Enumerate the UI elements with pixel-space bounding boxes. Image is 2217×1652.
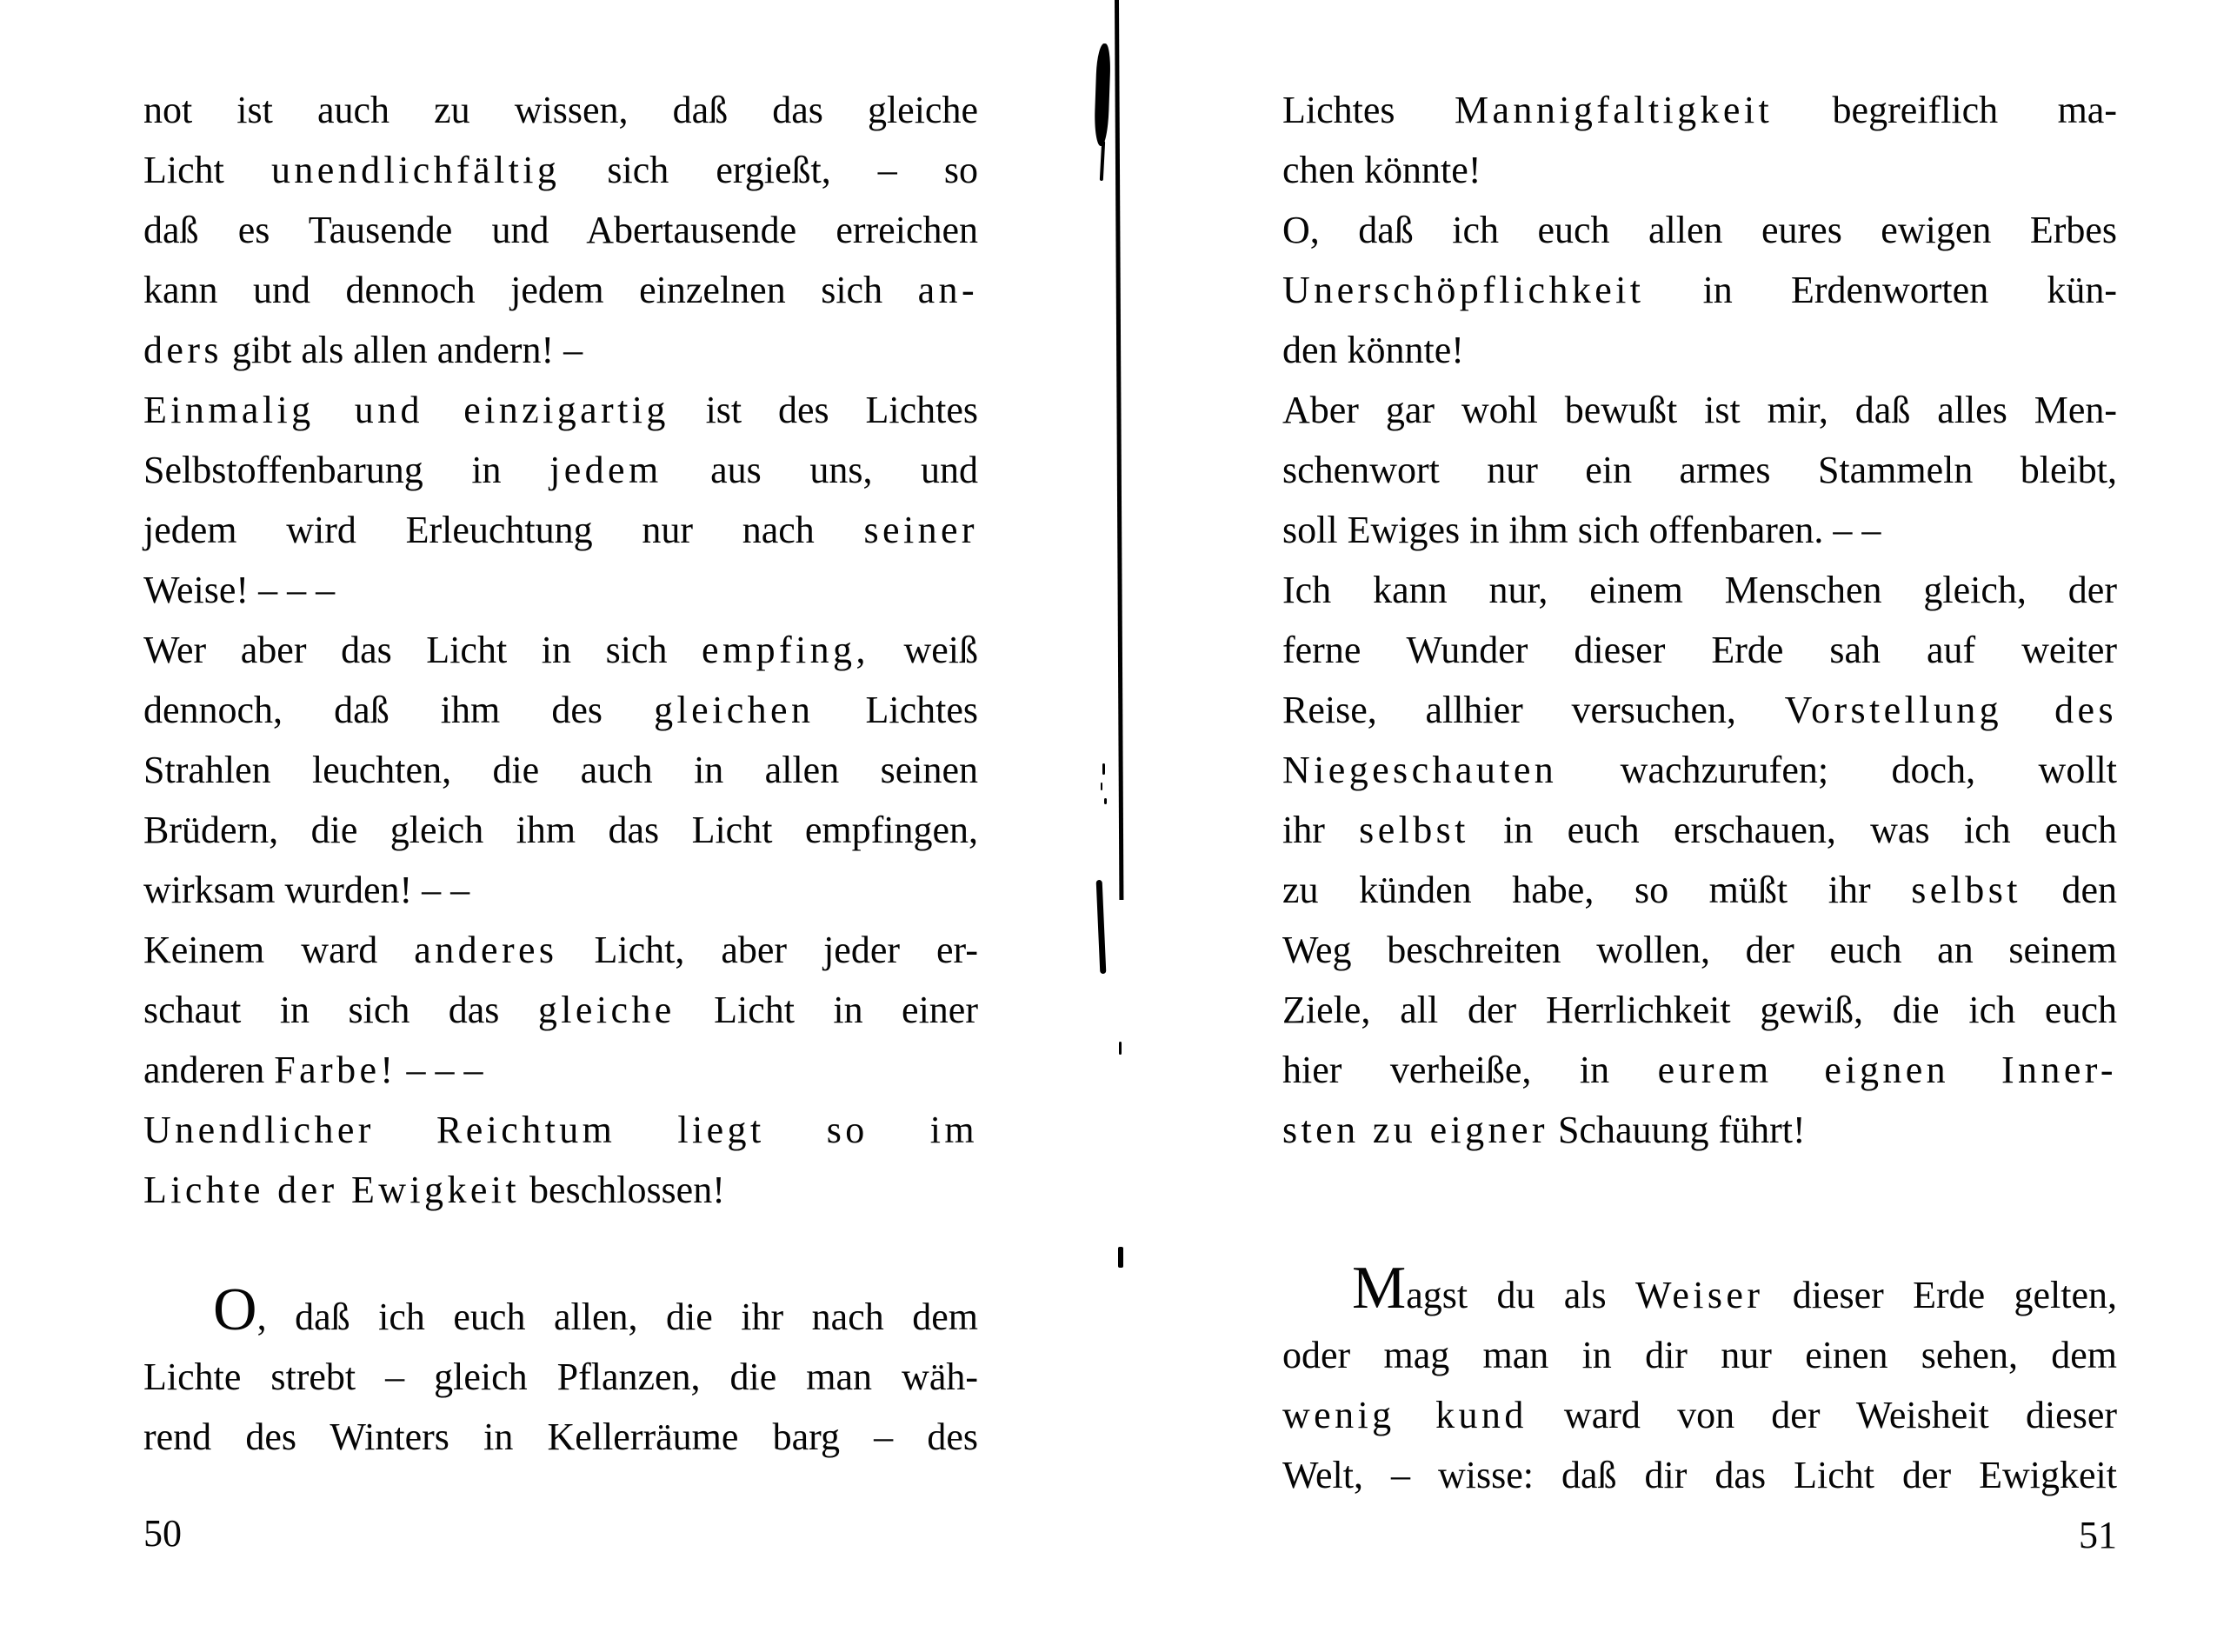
letterspaced-text: eurem eignen Inner- — [1657, 1049, 2117, 1091]
letterspaced-text: sten zu eigner — [1282, 1109, 1548, 1151]
letterspaced-text: ders — [143, 329, 223, 371]
text-segment: , daß ich euch allen, die ihr nach dem — [256, 1296, 978, 1338]
text-line — [1282, 1385, 2117, 1445]
text-line — [143, 920, 978, 980]
text-segment: agst du als — [1406, 1274, 1635, 1316]
text-line — [1282, 80, 2117, 140]
text-segment: dieser Erde gelten, — [1763, 1274, 2117, 1316]
text-segment: Ich kann nur, einem Menschen gleich, der — [1282, 569, 2117, 611]
text-segment: aus uns, und — [662, 449, 978, 491]
letterspaced-text: selbst — [1359, 809, 1469, 851]
text-line — [143, 980, 978, 1040]
text-line — [1282, 1040, 2117, 1100]
text-segment: Lichtes — [1282, 89, 1455, 131]
text-segment: chen könnte! — [1282, 149, 1481, 191]
text-segment: rend des Winters in Kellerräume barg – des — [143, 1416, 978, 1458]
text-segment: Selbstoffenbarung in — [143, 449, 550, 491]
text-line — [143, 620, 978, 680]
text-segment: Keinem ward — [143, 929, 415, 971]
text-line — [1282, 200, 2117, 260]
text-line — [143, 860, 978, 920]
text-segment: Licht in einer — [675, 989, 978, 1031]
page-number-right: 51 — [2079, 1514, 2117, 1556]
text-line — [143, 80, 978, 140]
letterspaced-text: Unerschöpflichkeit — [1282, 269, 1645, 311]
scan-fold-dash — [1118, 1247, 1123, 1268]
text-line — [143, 380, 978, 440]
text-segment: Lichte strebt – gleich Pflanzen, die man wäh- — [143, 1356, 978, 1398]
text-line — [143, 740, 978, 800]
text-segment: hier verheiße, in — [1282, 1049, 1658, 1091]
letterspaced-text: gleichen — [654, 689, 815, 731]
text-segment: den — [2021, 869, 2117, 911]
text-segment: den könnte! — [1282, 329, 1464, 371]
text-segment: dennoch, daß ihm des — [143, 689, 655, 731]
text-line — [1282, 980, 2117, 1040]
text-line — [143, 140, 978, 200]
text-line — [143, 800, 978, 860]
text-line — [143, 1407, 978, 1467]
text-line — [1282, 560, 2117, 620]
letterspaced-text: Lichte der Ewigkeit — [143, 1169, 521, 1211]
text-line — [143, 1160, 978, 1220]
text-line — [1282, 620, 2117, 680]
letterspaced-text: Vorstellung des — [1784, 689, 2117, 731]
text-segment: kann und dennoch jedem einzelnen sich — [143, 269, 918, 311]
text-line — [143, 320, 978, 380]
large-initial: M — [1352, 1255, 1407, 1322]
scan-speck — [1104, 798, 1107, 804]
text-segment: O, daß ich euch allen eures ewigen Erbes — [1282, 209, 2117, 251]
letterspaced-text: an- — [917, 269, 978, 311]
letterspaced-text: Niegeschauten — [1282, 749, 1558, 791]
letterspaced-text: Weiser — [1634, 1274, 1764, 1316]
text-line — [1282, 140, 2117, 200]
page-text-left — [143, 80, 978, 1467]
letterspaced-text: jedem — [549, 449, 662, 491]
text-segment: ferne Wunder dieser Erde sah auf weiter — [1282, 629, 2117, 671]
text-segment: Licht — [143, 149, 271, 191]
text-segment: in euch erschauen, was ich euch — [1468, 809, 2117, 851]
text-segment: not ist auch zu wissen, daß das gleiche — [143, 89, 978, 131]
text-segment: wirksam wurden! – – — [143, 869, 470, 911]
text-segment: – – – — [396, 1049, 483, 1091]
scan-speck — [1119, 1042, 1122, 1055]
text-segment: ihr — [1282, 809, 1360, 851]
letterspaced-text: gleiche — [537, 989, 676, 1031]
book-page-right — [1282, 80, 2117, 1505]
text-segment: jedem wird Erleuchtung nur nach — [143, 509, 864, 551]
gutter-fold-line — [1115, 0, 1123, 900]
letterspaced-text: Einmalig und einzigartig — [143, 389, 669, 431]
text-segment: gibt als allen andern! – — [222, 329, 583, 371]
scan-speck — [1101, 783, 1102, 790]
text-line — [1282, 440, 2117, 500]
text-segment: Weise! – – – — [143, 569, 336, 611]
text-line — [143, 440, 978, 500]
text-segment: sich ergießt, – so — [560, 149, 978, 191]
text-segment: weiß — [869, 629, 978, 671]
letterspaced-text: selbst — [1911, 869, 2021, 911]
scan-ink-blob — [1094, 43, 1111, 146]
text-segment: Lichtes — [814, 689, 978, 731]
letterspaced-text: anderes — [414, 929, 558, 971]
letterspaced-text: Farbe! — [274, 1049, 397, 1091]
text-line — [143, 1100, 978, 1160]
text-line — [1282, 680, 2117, 740]
text-segment: Ziele, all der Herrlichkeit gewiß, die ich euch — [1282, 989, 2117, 1031]
text-line — [1282, 260, 2117, 320]
text-line — [143, 1347, 978, 1407]
text-segment: zu künden habe, so müßt ihr — [1282, 869, 1912, 911]
page-text-right — [1282, 80, 2117, 1505]
text-line — [1282, 1445, 2117, 1505]
letterspaced-text: Mannigfaltigkeit — [1454, 89, 1774, 131]
text-segment: Reise, allhier versuchen, — [1282, 689, 1785, 731]
text-segment: Schauung führt! — [1548, 1109, 1806, 1151]
text-segment: daß es Tausende und Abertausende erreichen — [143, 209, 978, 251]
letterspaced-text: Unendlicher Reichtum liegt so im — [143, 1109, 978, 1151]
text-segment: Brüdern, die gleich ihm das Licht empfingen, — [143, 809, 978, 851]
text-line — [143, 260, 978, 320]
letterspaced-text: empfing, — [702, 629, 869, 671]
text-line — [143, 560, 978, 620]
text-line — [1282, 800, 2117, 860]
text-line — [1282, 1100, 2117, 1160]
page-number-left: 50 — [143, 1512, 182, 1555]
text-line — [143, 200, 978, 260]
text-segment: Aber gar wohl bewußt ist mir, daß alles Men- — [1282, 389, 2117, 431]
scan-smudge — [1096, 880, 1107, 974]
text-line — [1282, 740, 2117, 800]
text-segment: ward von der Weisheit dieser — [1527, 1394, 2118, 1436]
text-segment: Licht, aber jeder er- — [557, 929, 978, 971]
text-segment: anderen — [143, 1049, 275, 1091]
large-initial: O — [213, 1276, 257, 1343]
text-line — [1282, 380, 2117, 440]
text-segment: soll Ewiges in ihm sich offenbaren. – – — [1282, 509, 1881, 551]
text-segment: in Erdenworten kün- — [1644, 269, 2117, 311]
text-segment: schenwort nur ein armes Stammeln bleibt, — [1282, 449, 2117, 491]
scan-ink-blob-tail — [1100, 141, 1105, 181]
text-line — [1282, 1325, 2117, 1385]
text-segment: schaut in sich das — [143, 989, 538, 1031]
letterspaced-text: wenig kund — [1282, 1394, 1528, 1436]
scan-speck — [1102, 763, 1105, 775]
text-segment: beschlossen! — [520, 1169, 725, 1211]
text-line — [143, 1040, 978, 1100]
text-line — [1282, 320, 2117, 380]
text-segment: Wer aber das Licht in sich — [143, 629, 702, 671]
text-line — [143, 680, 978, 740]
text-segment: wachzurufen; doch, wollt — [1557, 749, 2117, 791]
letterspaced-text: seiner — [863, 509, 978, 551]
text-segment: ist des Lichtes — [669, 389, 978, 431]
letterspaced-text: unendlichfältig — [270, 149, 561, 191]
text-line — [1282, 500, 2117, 560]
text-line — [143, 1276, 978, 1347]
text-segment: begreiflich ma- — [1773, 89, 2117, 131]
book-page-left — [143, 80, 978, 1467]
text-line — [1282, 860, 2117, 920]
text-line — [1282, 920, 2117, 980]
text-line — [143, 500, 978, 560]
text-line — [1282, 1255, 2117, 1325]
text-segment: Weg beschreiten wollen, der euch an seinem — [1282, 929, 2117, 971]
text-segment: Welt, – wisse: daß dir das Licht der Ewigkeit — [1282, 1454, 2117, 1496]
text-segment: Strahlen leuchten, die auch in allen seinen — [143, 749, 978, 791]
text-segment: oder mag man in dir nur einen sehen, dem — [1282, 1334, 2117, 1376]
